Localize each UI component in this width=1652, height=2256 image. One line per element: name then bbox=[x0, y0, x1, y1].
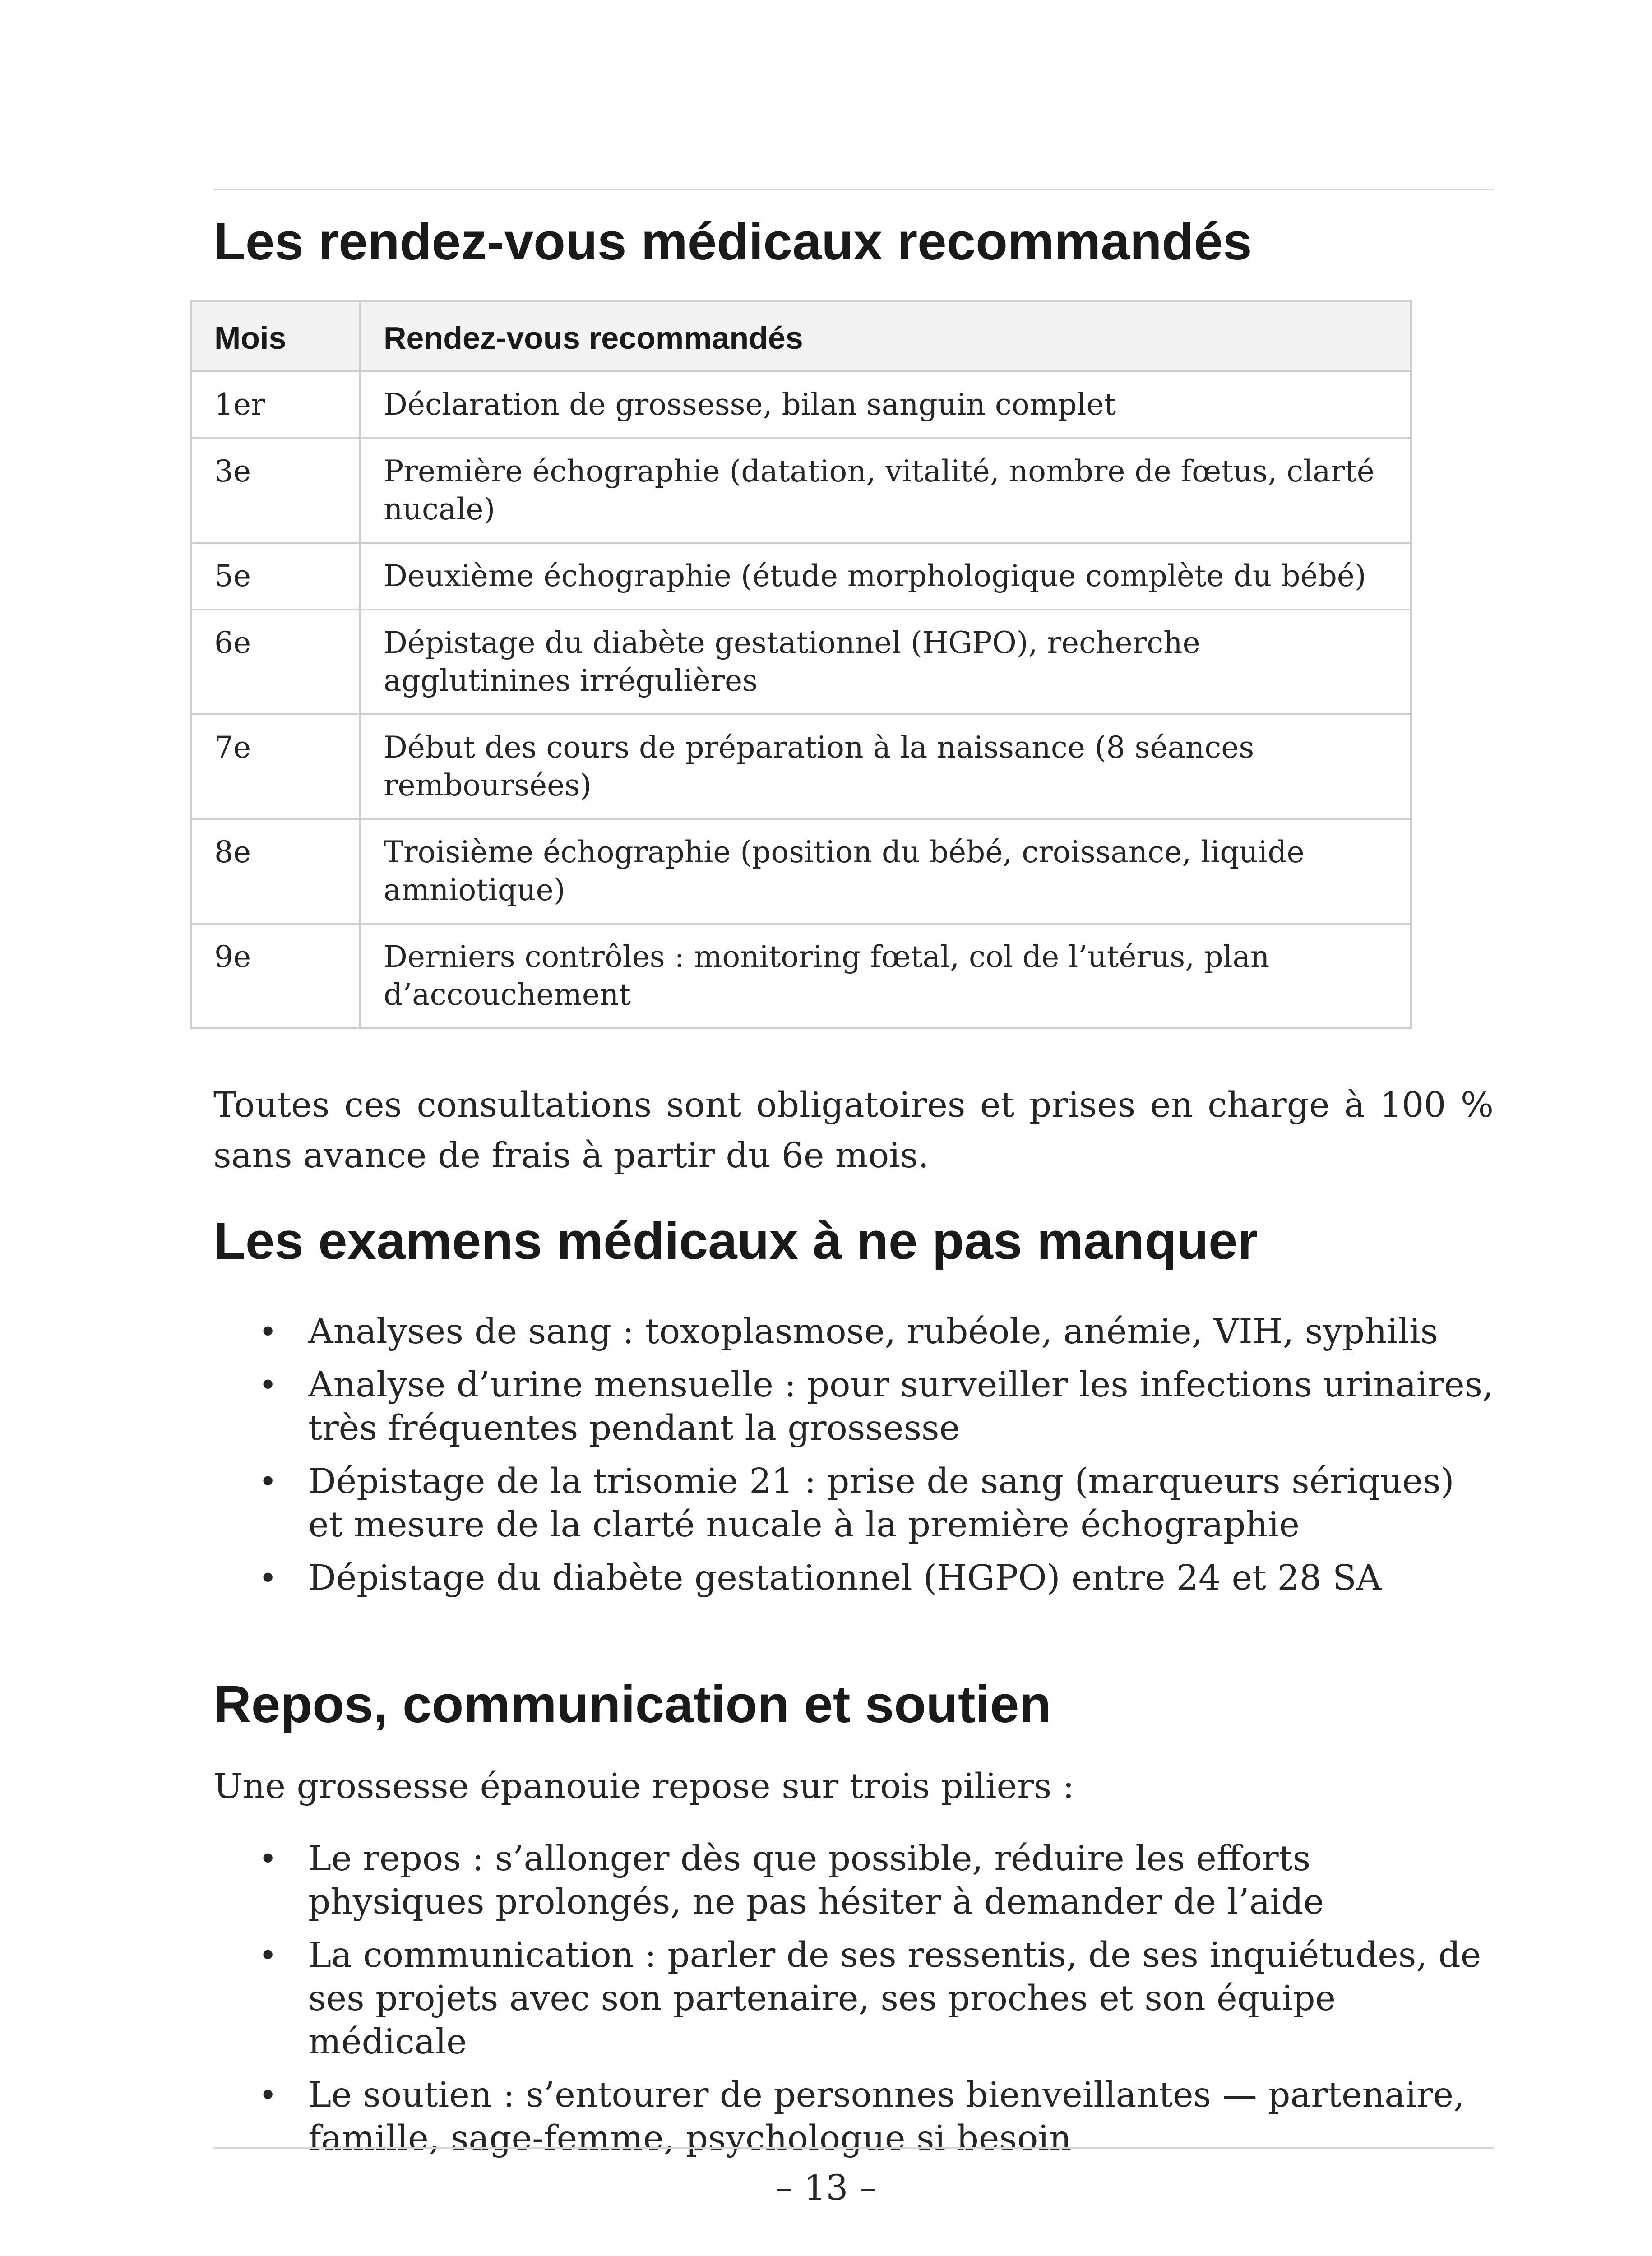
appointment-cell: Première échographie (datation, vitalité, nombre de fœtus, clarté nucale) bbox=[360, 438, 1411, 543]
bullet-icon: • bbox=[259, 1840, 278, 1877]
bullet-icon: • bbox=[259, 1463, 278, 1500]
bottom-divider bbox=[213, 2147, 1494, 2149]
section-title-rendez-vous: Les rendez-vous médicaux recommandés bbox=[213, 212, 1252, 271]
consultations-note: Toutes ces consultations sont obligatoires et prises en charge à 100 % sans avance de frais à partir du 6e mois. bbox=[213, 1085, 1494, 1176]
appointment-cell: Deuxième échographie (étude morphologique complète du bébé) bbox=[360, 543, 1411, 610]
column-header-month: Mois bbox=[191, 301, 360, 371]
table-row bbox=[191, 819, 1411, 924]
appointment-cell: Dépistage du diabète gestationnel (HGPO), recherche agglutinines irrégulières bbox=[360, 610, 1411, 714]
month-cell: 3e bbox=[191, 438, 360, 543]
top-divider bbox=[213, 189, 1494, 190]
table-row bbox=[191, 371, 1411, 438]
list-item: • Analyse d’urine mensuelle : pour surveiller les infections urinaires, très fréquentes pendant la grossesse bbox=[213, 1364, 1494, 1450]
pillars-intro: Une grossesse épanouie repose sur trois piliers : bbox=[213, 1766, 1074, 1807]
table-row bbox=[191, 438, 1411, 543]
exams-list bbox=[213, 1310, 1494, 1600]
month-cell: 5e bbox=[191, 543, 360, 610]
month-cell: 7e bbox=[191, 714, 360, 819]
section-title-repos: Repos, communication et soutien bbox=[213, 1675, 1051, 1734]
month-cell: 6e bbox=[191, 610, 360, 714]
list-item: • Le repos : s’allonger dès que possible, réduire les efforts physiques prolongés, ne pas hésiter à demander de l’aide bbox=[213, 1837, 1494, 1924]
list-item: • Analyses de sang : toxoplasmose, rubéole, anémie, VIH, syphilis bbox=[213, 1310, 1494, 1354]
bullet-icon: • bbox=[259, 1560, 278, 1597]
page-number: – 13 – bbox=[775, 2168, 877, 2208]
list-item: • Dépistage de la trisomie 21 : prise de sang (marqueurs sériques) et mesure de la clarté nucale à la première échographie bbox=[213, 1460, 1494, 1547]
month-cell: 9e bbox=[191, 924, 360, 1028]
column-header-appointment: Rendez-vous recommandés bbox=[360, 301, 1411, 371]
list-item: • Le soutien : s’entourer de personnes bienveillantes — partenaire, famille, sage-femme, psychologue si besoin bbox=[213, 2074, 1494, 2160]
bullet-icon: • bbox=[259, 1313, 278, 1350]
appointment-cell: Début des cours de préparation à la naissance (8 séances remboursées) bbox=[360, 714, 1411, 819]
list-item: • Dépistage du diabète gestationnel (HGPO) entre 24 et 28 SA bbox=[213, 1557, 1494, 1600]
month-cell: 1er bbox=[191, 371, 360, 438]
month-cell: 8e bbox=[191, 819, 360, 924]
table-row bbox=[191, 543, 1411, 610]
bullet-icon: • bbox=[259, 1367, 278, 1404]
bullet-icon: • bbox=[259, 1937, 278, 1974]
table-row bbox=[191, 714, 1411, 819]
appointments-table bbox=[190, 300, 1412, 1029]
appointment-cell: Déclaration de grossesse, bilan sanguin complet bbox=[360, 371, 1411, 438]
table-row bbox=[191, 610, 1411, 714]
pillars-list bbox=[213, 1837, 1494, 2160]
list-item: • La communication : parler de ses ressentis, de ses inquiétudes, de ses projets avec son partenaire, ses proches et son équipe médicale bbox=[213, 1934, 1494, 2064]
section-title-examens: Les examens médicaux à ne pas manquer bbox=[213, 1211, 1258, 1270]
table-row bbox=[191, 924, 1411, 1028]
appointment-cell: Troisième échographie (position du bébé, croissance, liquide amniotique) bbox=[360, 819, 1411, 924]
bullet-icon: • bbox=[259, 2077, 278, 2114]
table-header-row bbox=[191, 301, 1411, 371]
appointment-cell: Derniers contrôles : monitoring fœtal, col de l’utérus, plan d’accouchement bbox=[360, 924, 1411, 1028]
